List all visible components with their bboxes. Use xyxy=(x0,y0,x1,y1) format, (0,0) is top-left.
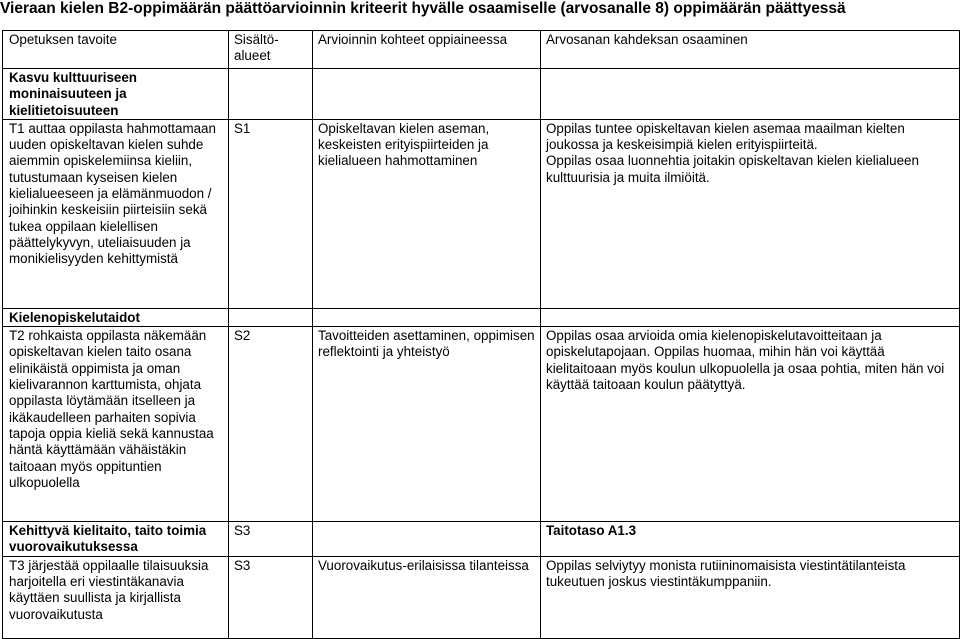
criteria-t1-line1: Oppilas tuntee opiskeltavan kielen asemaa maailman kielten joukossa ja keskeisimpiä kielen erityispiirteitä. xyxy=(546,120,905,153)
table-header-row xyxy=(3,31,960,69)
header-goal: Opetuksen tavoite xyxy=(3,31,229,69)
content-area-t2: S2 xyxy=(229,327,313,522)
table-row-t3 xyxy=(3,556,960,638)
goal-t3: T3 järjestää oppilaalle tilaisuuksia harjoitella eri viestintäkanavia käyttäen suullista ja kirjallista vuorovaikutusta xyxy=(3,556,229,638)
section-title-cultural: Kasvu kulttuuriseen moninaisuuteen ja kielitietoisuuteen xyxy=(3,69,229,120)
table-row-t2 xyxy=(3,327,960,522)
criteria-table xyxy=(2,30,960,639)
criteria-t1 xyxy=(541,119,960,308)
section-row-study-skills xyxy=(3,308,960,326)
section-title-language-skills: Kehittyvä kielitaito, taito toimia vuorovaikutuksessa xyxy=(3,522,229,557)
content-area-t1: S1 xyxy=(229,119,313,308)
page-title: Vieraan kielen B2-oppimäärän päättöarvioinnin kriteerit hyvälle osaamiselle (arvosanalle 8) oppimäärän päättyessä xyxy=(0,0,846,17)
criteria-t1-line2: Oppilas osaa luonnehtia joitakin opiskeltavan kielen kielialueen kulttuurisia ja muita ilmiöitä. xyxy=(546,153,919,185)
criteria-t3: Oppilas selviytyy monista rutiininomaisista viestintätilanteista tukeutuen joskus viestintäkumppaniin. xyxy=(541,556,960,638)
table-row-t1 xyxy=(3,119,960,308)
header-grade-eight: Arvosanan kahdeksan osaaminen xyxy=(541,31,960,69)
target-t3: Vuorovaikutus-erilaisissa tilanteissa xyxy=(313,556,541,638)
target-t1: Opiskeltavan kielen aseman, keskeisten erityispiirteiden ja kielialueen hahmottaminen xyxy=(313,119,541,308)
section-row-language-skills xyxy=(3,522,960,557)
goal-t1: T1 auttaa oppilasta hahmottamaan uuden opiskeltavan kielen suhde aiemmin opiskelemiinsa kieliin, tutustumaan kyseisen kielen kielialueeseen ja elämänmuodon / joihinkin keskeisiin piirteisiin sekä tukea oppilaan kielellisen päättelykyvyn, uteliaisuuden ja monikielisyyden kehittymistä xyxy=(3,119,229,308)
header-content-areas xyxy=(229,31,313,69)
content-area-s3: S3 xyxy=(229,522,313,557)
header-content-areas-text: Sisältö-alueet xyxy=(234,32,279,64)
section-title-study-skills: Kielenopiskelutaidot xyxy=(3,308,229,326)
skill-level: Taitotaso A1.3 xyxy=(541,522,960,557)
content-area-t3: S3 xyxy=(229,556,313,638)
criteria-t2: Oppilas osaa arvioida omia kielenopiskelutavoitteitaan ja opiskelutapojaan. Oppilas huomaa, mihin hän voi käyttää kielitaitoaan myös koulun ulkopuolella ja osaa pohtia, miten hän voi käyttää taitoaan koulun päätyttyä. xyxy=(541,327,960,522)
header-assessment-targets: Arvioinnin kohteet oppiaineessa xyxy=(313,31,541,69)
goal-t2: T2 rohkaista oppilasta näkemään opiskeltavan kielen taito osana elinikäistä oppimista ja oman kielivarannon karttumista, ohjata oppilasta löytämään itselleen ja ikäkaudelleen parhaiten sopivia tapoja oppia kieliä sekä kannustaa häntä käyttämään vähäistäkin taitoaan myös oppituntien ulkopuolella xyxy=(3,327,229,522)
target-t2: Tavoitteiden asettaminen, oppimisen reflektointi ja yhteistyö xyxy=(313,327,541,522)
section-row-cultural xyxy=(3,69,960,120)
